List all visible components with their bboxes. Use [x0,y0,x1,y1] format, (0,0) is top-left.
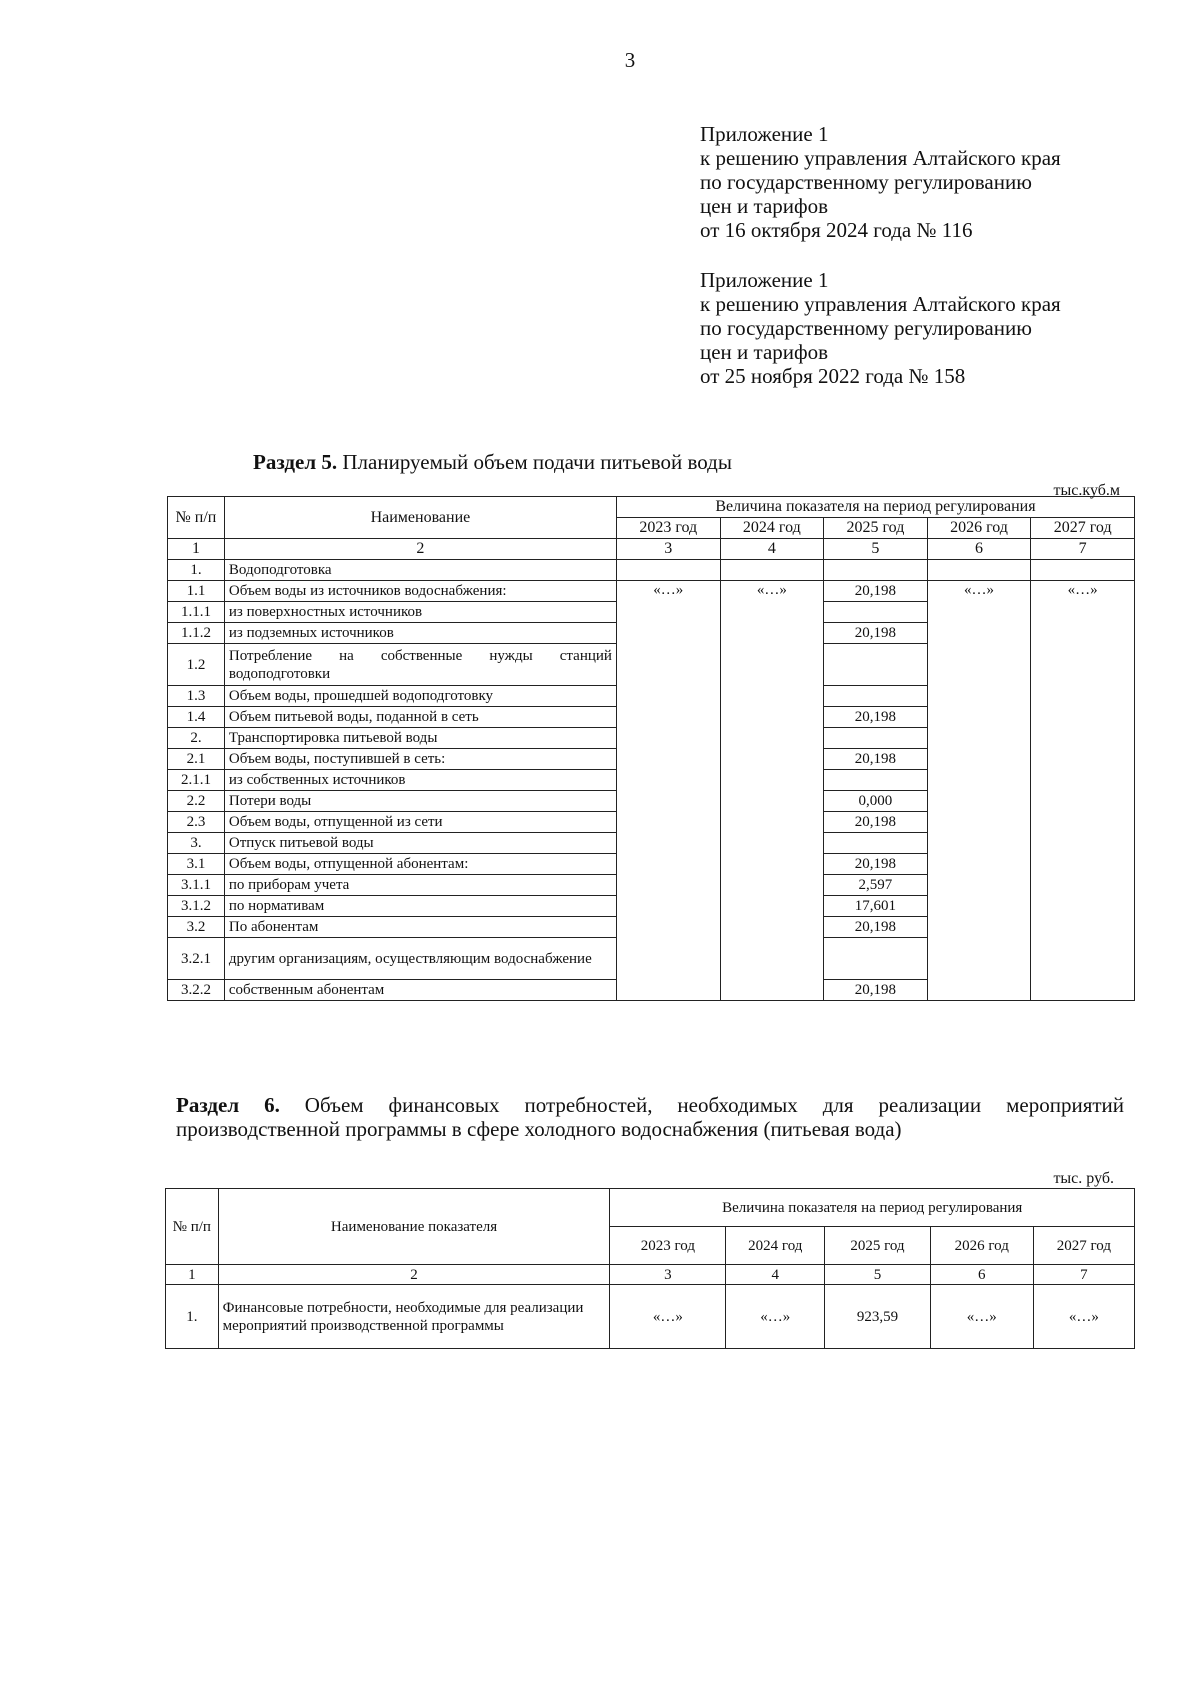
row-name: Отпуск питьевой воды [224,833,616,854]
placeholder-cell: «…» [720,581,824,1001]
row-num: 1.3 [168,686,225,707]
row-name: Объем воды, отпущенной из сети [224,812,616,833]
row-num: 3.2.1 [168,938,225,980]
appendix-line: по государственному регулированию [700,170,1032,194]
page-number: 3 [624,48,636,72]
header-year: 2027 год [1031,518,1135,539]
value-2025 [824,833,928,854]
section6-title [176,1093,1124,1141]
financial-needs-table [165,1188,1135,1349]
placeholder-cell: «…» [616,581,720,1001]
row-name: по приборам учета [224,875,616,896]
empty-cell [720,560,824,581]
value-2025 [824,602,928,623]
value-2025: 17,601 [824,896,928,917]
value-2025: 20,198 [824,812,928,833]
appendix-line: Приложение 1 [700,268,829,292]
section6-label: Раздел 6. [176,1093,280,1117]
row-num: 2.3 [168,812,225,833]
row-name: Транспортировка питьевой воды [224,728,616,749]
value-2025 [824,644,928,686]
column-number: 3 [616,539,720,560]
header-year: 2023 год [616,518,720,539]
value-2025: 20,198 [824,980,928,1001]
value-2025: 20,198 [824,623,928,644]
column-number: 1 [168,539,225,560]
empty-cell [1031,560,1135,581]
row-value: 923,59 [825,1285,930,1349]
value-2025: 20,198 [824,749,928,770]
row-name: Объем воды, отпущенной абонентам: [224,854,616,875]
column-number: 7 [1033,1265,1134,1285]
appendix-line: Приложение 1 [700,122,829,146]
row-num: 1.4 [168,707,225,728]
section5-unit: тыс.куб.м [1053,482,1120,499]
value-2025 [824,728,928,749]
table-row [168,560,1135,581]
appendix-line: от 25 ноября 2022 года № 158 [700,364,966,388]
row-name: Объем питьевой воды, поданной в сеть [224,707,616,728]
row-value: «…» [726,1285,825,1349]
row-value: «…» [930,1285,1033,1349]
row-num: 1.1.1 [168,602,225,623]
value-2025 [824,686,928,707]
column-number: 2 [218,1265,610,1285]
row-name: по нормативам [224,896,616,917]
header-year: 2025 год [824,518,928,539]
header-name: Наименование [224,497,616,539]
row-num: 3.2.2 [168,980,225,1001]
section5-label: Раздел 5. [253,450,338,474]
row-num: 1.1 [168,581,225,602]
row-name: Потребление на собственные нужды станций водоподготовки [224,644,616,686]
value-2025: 20,198 [824,581,928,602]
appendix-line: цен и тарифов [700,194,829,218]
empty-cell [824,560,928,581]
row-num: 2.1 [168,749,225,770]
row-name: Водоподготовка [224,560,616,581]
water-volume-table [167,496,1135,1001]
row-name: другим организациям, осуществляющим водоснабжение [224,938,616,980]
empty-cell [927,560,1031,581]
column-number: 4 [726,1265,825,1285]
placeholder-cell: «…» [927,581,1031,1001]
header-year: 2024 год [726,1227,825,1265]
value-2025: 2,597 [824,875,928,896]
row-num: 3.2 [168,917,225,938]
row-num: 1.2 [168,644,225,686]
header-num: № п/п [166,1189,219,1265]
column-number: 2 [224,539,616,560]
row-value: «…» [610,1285,726,1349]
section6-heading: Объем финансовых потребностей, необходимых для реализации мероприятий производственной программы в сфере холодного водоснабжения (питьевая вода) [176,1093,1125,1141]
value-2025 [824,938,928,980]
header-name: Наименование показателя [218,1189,610,1265]
row-name: Объем воды, поступившей в сеть: [224,749,616,770]
header-num: № п/п [168,497,225,539]
row-num: 2.2 [168,791,225,812]
appendix-line: от 16 октября 2024 года № 116 [700,218,973,242]
appendix-line: к решению управления Алтайского края [700,146,1061,170]
row-num: 1.1.2 [168,623,225,644]
header-year: 2024 год [720,518,824,539]
column-number: 6 [930,1265,1033,1285]
row-name: из подземных источников [224,623,616,644]
row-name: собственным абонентам [224,980,616,1001]
column-number: 1 [166,1265,219,1285]
section6-unit: тыс. руб. [1053,1170,1114,1187]
column-number: 5 [825,1265,930,1285]
header-period: Величина показателя на период регулирования [610,1189,1135,1227]
row-num: 1. [168,560,225,581]
header-year: 2025 год [825,1227,930,1265]
placeholder-cell: «…» [1031,581,1135,1001]
row-name: из поверхностных источников [224,602,616,623]
appendix-reference-2022 [700,268,1061,388]
column-number: 7 [1031,539,1135,560]
empty-cell [616,560,720,581]
section5-heading: Планируемый объем подачи питьевой воды [342,450,732,474]
appendix-line: по государственному регулированию [700,316,1032,340]
value-2025: 20,198 [824,707,928,728]
row-num: 3.1.2 [168,896,225,917]
row-num: 3. [168,833,225,854]
value-2025 [824,770,928,791]
appendix-line: цен и тарифов [700,340,829,364]
row-name: Финансовые потребности, необходимые для реализации мероприятий производственной программы [218,1285,610,1349]
section5-title [253,450,732,475]
header-year: 2026 год [927,518,1031,539]
appendix-reference-2024 [700,122,1061,242]
row-name: Потери воды [224,791,616,812]
row-name: Объем воды из источников водоснабжения: [224,581,616,602]
header-year: 2026 год [930,1227,1033,1265]
table-row [168,581,1135,602]
value-2025: 0,000 [824,791,928,812]
row-num: 3.1.1 [168,875,225,896]
row-name: Объем воды, прошедшей водоподготовку [224,686,616,707]
header-year: 2027 год [1033,1227,1134,1265]
value-2025: 20,198 [824,917,928,938]
column-number: 6 [927,539,1031,560]
column-number: 4 [720,539,824,560]
header-year: 2023 год [610,1227,726,1265]
column-number: 3 [610,1265,726,1285]
row-num: 2.1.1 [168,770,225,791]
value-2025: 20,198 [824,854,928,875]
appendix-line: к решению управления Алтайского края [700,292,1061,316]
header-period: Величина показателя на период регулирования [616,497,1134,518]
row-num: 2. [168,728,225,749]
row-name: По абонентам [224,917,616,938]
row-num: 1. [166,1285,219,1349]
row-value: «…» [1033,1285,1134,1349]
column-number: 5 [824,539,928,560]
row-name: из собственных источников [224,770,616,791]
row-num: 3.1 [168,854,225,875]
